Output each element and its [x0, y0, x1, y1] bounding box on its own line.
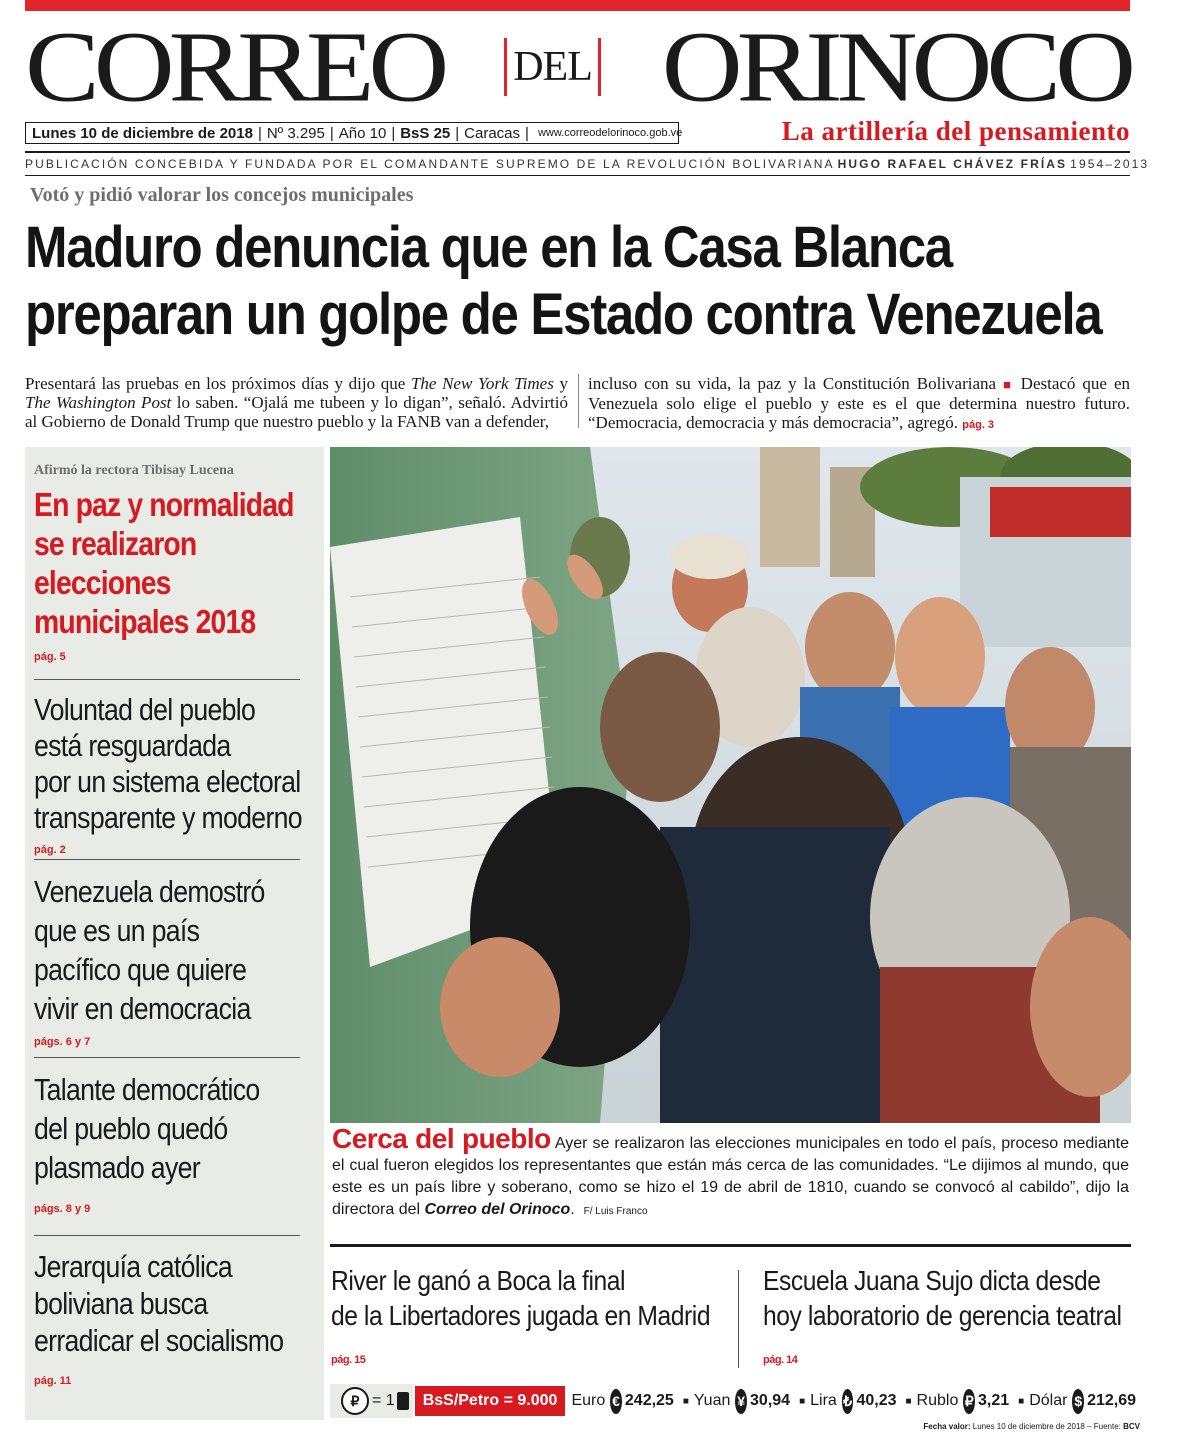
voters-photo-illustration — [330, 447, 1131, 1123]
rate-value: 3,21 — [978, 1392, 1010, 1409]
lead-kicker: Votó y pidió valorar los concejos municipales — [30, 184, 414, 206]
masthead-del: DEL — [513, 44, 592, 90]
sidebar-kicker: Afirmó la rectora Tibisay Lucena — [34, 463, 234, 478]
petro-equals: = 1 — [372, 1392, 395, 1409]
bottom-story[interactable] — [331, 1263, 762, 1378]
photo-credit: F/ Luis Franco — [583, 1206, 648, 1217]
page-ref[interactable]: págs. 8 y 9 — [34, 1203, 91, 1215]
masthead-orinoco: ORINOCO — [661, 11, 1130, 123]
dollar-icon: $ — [1072, 1389, 1084, 1414]
bullet-icon: ■ — [1003, 377, 1014, 392]
page-ref[interactable]: pág. 5 — [34, 651, 66, 663]
sidebar — [25, 447, 324, 1420]
section-rule — [330, 1244, 1131, 1247]
top-red-bar — [25, 0, 1130, 11]
slogan: La artillería del pensamiento — [781, 116, 1130, 146]
sidebar-story[interactable] — [34, 679, 300, 859]
rate-name: Dólar — [1029, 1392, 1068, 1409]
dateline: Lunes 10 de diciembre de 2018 | Nº 3.295 | Año 10 | BsS 25 | Caracas | www.correodelorinoco.gob.ve — [25, 122, 679, 144]
photo-caption: Cerca del pueblo Ayer se realizaron las elecciones municipales en todo el país, proceso mediante el cual fueron elegidos los representantes que están más cerca de las comunidades. “Le dijimos al mundo, que este es un país libre y soberano, como se hizo el 19 de abril de 1810, cuando se convocó al cabildo”, dijo la directora del Correo del Orinoco. F/ Luis Franco — [332, 1123, 1129, 1218]
founding-text: PUBLICACIÓN CONCEBIDA Y FUNDADA POR EL COMANDANTE SUPREMO DE LA REVOLUCIÓN BOLIVARIANA — [25, 157, 835, 171]
rate-name: Rublo — [916, 1392, 959, 1409]
masthead-correo: CORREO — [25, 11, 444, 123]
masthead-red-rule — [598, 38, 601, 96]
rate-name: Lira — [810, 1392, 837, 1409]
page-ref[interactable]: pág. 3 — [962, 419, 995, 431]
masthead-red-rule — [504, 38, 507, 96]
page-ref[interactable]: págs. 6 y 7 — [34, 1036, 91, 1048]
petro-coin-icon: ₽ — [341, 1387, 369, 1415]
lead-headline[interactable] — [25, 214, 1130, 348]
issue-number: Nº 3.295 — [266, 124, 325, 142]
sidebar-story-title: Talante democrático del pueblo quedó plasmado ayer — [34, 1072, 260, 1185]
exchange-rates-bar: ₽ = 1 BsS/Petro = 9.000 Euro € 242,25 ■ Yuan ¥ 30,94 ■ Lira ₺ 40,23 ■ Rublo ₽ 3,21 ■ Dólar $ 212,69 — [330, 1384, 1140, 1418]
caption-title: Cerca del pueblo — [332, 1123, 551, 1154]
column-divider — [578, 374, 579, 428]
rate-name: Yuan — [693, 1392, 731, 1409]
bottom-story-title-line: de la Libertadores jugada en Madrid — [331, 1300, 711, 1331]
issue-city: Caracas — [464, 124, 521, 142]
sidebar-story[interactable] — [34, 1235, 300, 1385]
rates-source: Fecha valor: Lunes 10 de diciembre de 2018 – Fuente: BCV — [923, 1422, 1140, 1431]
issue-price: BsS 25 — [400, 124, 451, 142]
bottom-story-title-line: Escuela Juana Sujo dicta desde — [763, 1265, 1101, 1296]
bss-petro-rate: BsS/Petro = 9.000 — [415, 1386, 566, 1416]
sidebar-story[interactable] — [34, 1057, 300, 1235]
website-link[interactable]: www.correodelorinoco.gob.ve — [537, 127, 683, 139]
bottom-story-title-line: River le ganó a Boca la final — [331, 1265, 626, 1296]
page-ref[interactable]: pág. 15 — [331, 1354, 366, 1366]
petro-box — [330, 1384, 413, 1418]
issue-date: Lunes 10 de diciembre de 2018 — [32, 124, 253, 142]
rate-value: 212,69 — [1087, 1392, 1137, 1409]
sidebar-story-title: Venezuela demostró que es un país pacífico que quiere vivir en democracia — [34, 874, 265, 1026]
bottom-story[interactable] — [763, 1263, 1170, 1378]
euro-icon: € — [610, 1389, 622, 1414]
lead-headline-line: Maduro denuncia que en la Casa Blanca — [25, 215, 952, 280]
rate-value: 40,23 — [856, 1392, 897, 1409]
sidebar-story[interactable] — [34, 859, 300, 1057]
founding-years: 1954–2013 — [1070, 157, 1150, 171]
masthead-del-block — [498, 38, 607, 96]
gold-ingot-icon — [397, 1392, 409, 1410]
rate-value: 30,94 — [750, 1392, 791, 1409]
sidebar-story-title: Voluntad del pueblo está resguardada por un sistema electoral transparente y moderno — [34, 692, 302, 835]
lead-lede-left: Presentará las pruebas en los próximos días y dijo que The New York Times y The Washington Post lo saben. “Ojalá me tubeen y lo digan”, señaló. Advirtió al Gobierno de Donald Trump que nuestro pueblo y la FANB van a defender, — [25, 374, 568, 431]
sidebar-story-title: Jerarquía católica boliviana busca erradicar el socialismo — [34, 1249, 284, 1358]
founding-line — [25, 151, 1150, 176]
masthead — [25, 13, 1130, 121]
lead-lede-right: incluso con su vida, la paz y la Constitución Bolivariana ■ Destacó que en Venezuela solo elige el pueblo y este es el que determina nuestro futuro. “Democracia, democracia y más democracia”, agregó. pág. 3 — [588, 374, 1131, 432]
sidebar-lead-title[interactable]: En paz y normalidad se realizaron elecciones municipales 2018 — [34, 486, 294, 640]
lira-icon: ₺ — [842, 1389, 854, 1414]
lead-headline-line: preparan un golpe de Estado contra Venezuela — [25, 282, 1102, 347]
bottom-story-title-line: hoy laboratorio de gerencia teatral — [763, 1300, 1122, 1331]
page-ref[interactable]: pág. 11 — [34, 1375, 72, 1387]
rate-name: Euro — [571, 1392, 606, 1409]
ruble-icon: ₽ — [963, 1389, 975, 1414]
column-divider — [738, 1270, 739, 1368]
founding-name: HUGO RAFAEL CHÁVEZ FRÍAS — [837, 157, 1068, 171]
page-ref[interactable]: pág. 14 — [763, 1354, 798, 1366]
yuan-icon: ¥ — [735, 1389, 747, 1414]
lead-photo[interactable] — [330, 447, 1131, 1123]
issue-year: Año 10 — [338, 124, 387, 142]
page-ref[interactable]: pág. 2 — [34, 844, 66, 856]
rate-value: 242,25 — [624, 1392, 674, 1409]
